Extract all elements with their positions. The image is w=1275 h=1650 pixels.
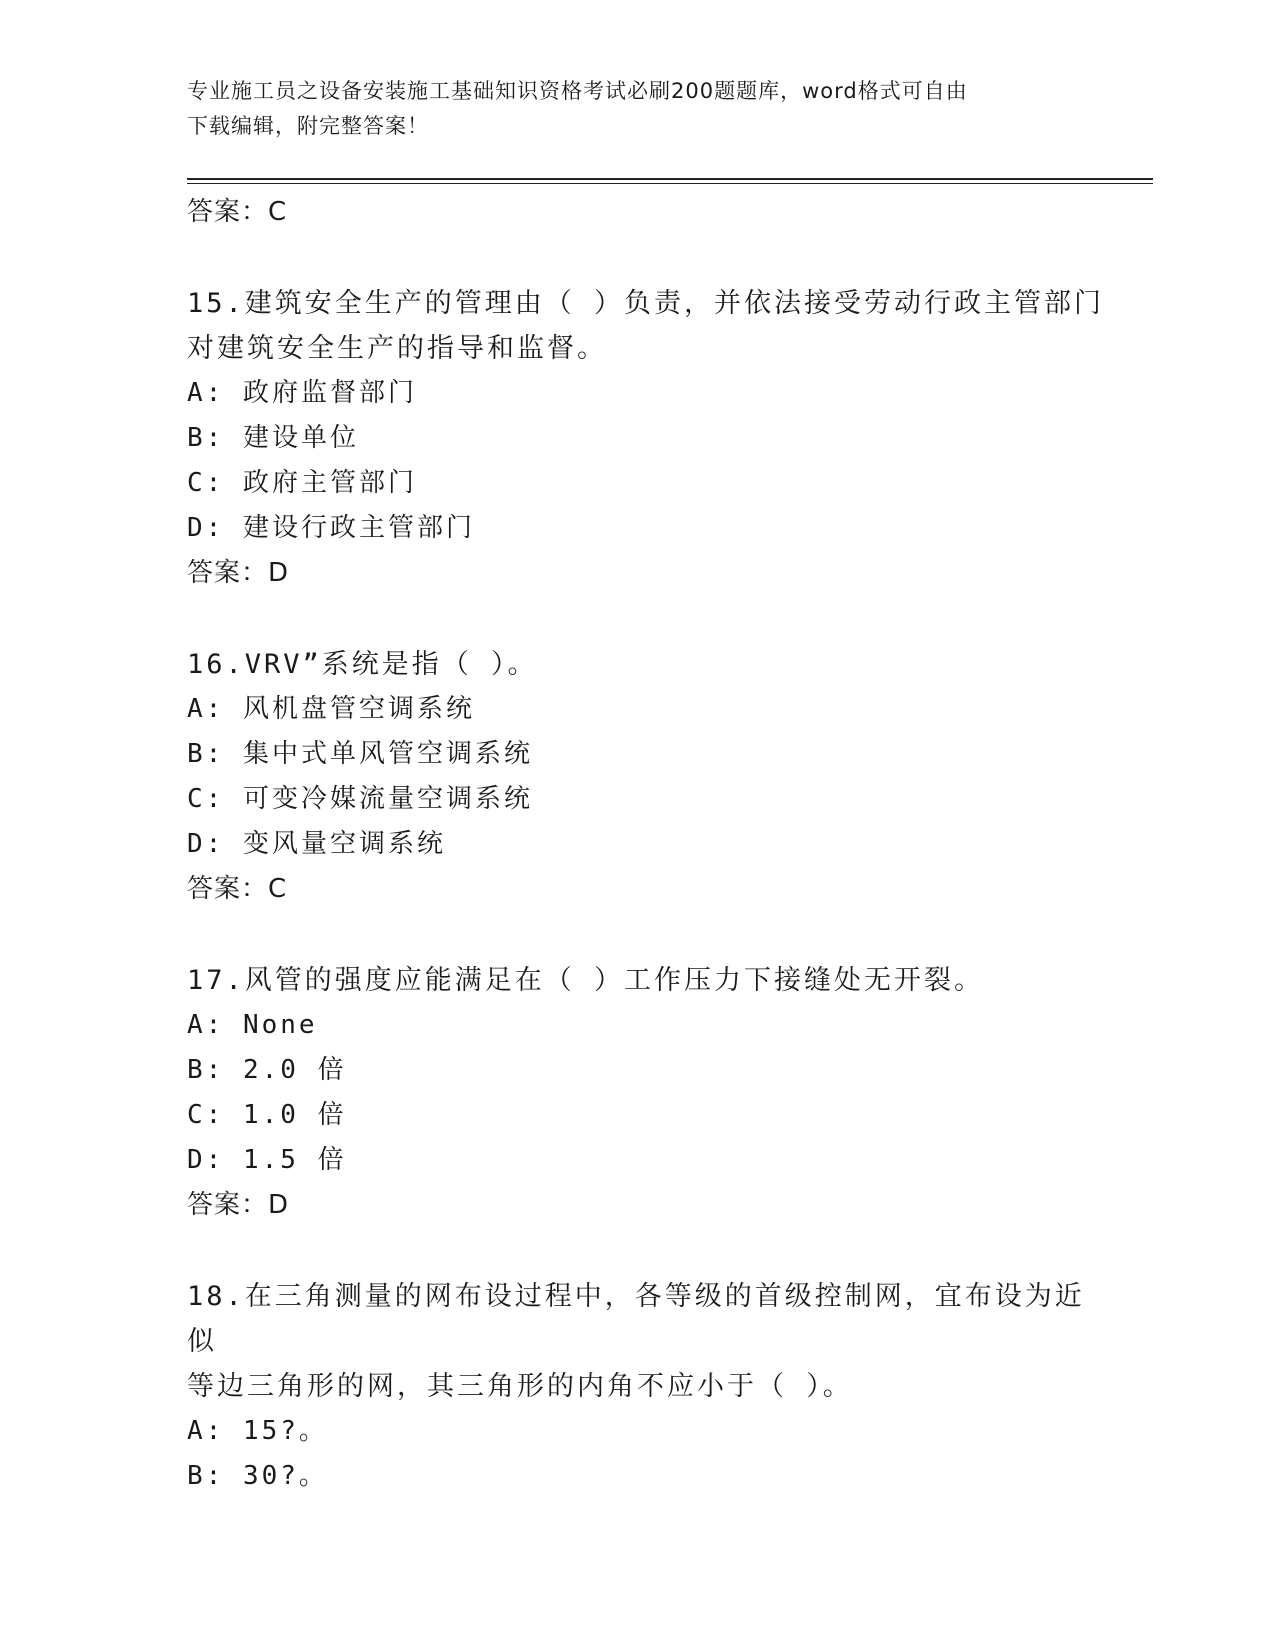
answer: 答案：D — [187, 1190, 290, 1220]
question-stem — [187, 642, 1107, 687]
option-a: A: None — [187, 1010, 318, 1040]
option-b: B: 2.0 倍 — [187, 1055, 347, 1085]
header-divider-thin — [187, 183, 1153, 184]
option-b: B: 集中式单风管空调系统 — [187, 739, 533, 769]
option-c: C: 1.0 倍 — [187, 1100, 347, 1130]
question-stem — [187, 1274, 1107, 1409]
header-line-2: 下载编辑，附完整答案！ — [187, 114, 429, 138]
question-16 — [187, 642, 1107, 912]
option-a: A: 政府监督部门 — [187, 378, 417, 408]
question-stem-line: 17.风管的强度应能满足在（ ）工作压力下接缝处无开裂。 — [187, 965, 985, 996]
question-stem-line: 15.建筑安全生产的管理由（ ）负责，并依法接受劳动行政主管部门 — [187, 288, 1105, 319]
option-d: D: 1.5 倍 — [187, 1145, 347, 1175]
question-17 — [187, 958, 1107, 1228]
option-a: A: 15?。 — [187, 1416, 328, 1446]
question-stem-line: 对建筑安全生产的指导和监督。 — [187, 333, 607, 364]
option-d: D: 变风量空调系统 — [187, 829, 446, 859]
previous-answer: 答案：C — [187, 197, 288, 227]
document-header — [187, 74, 1087, 144]
option-b: B: 30?。 — [187, 1461, 328, 1491]
answer: 答案：C — [187, 874, 288, 904]
question-stem — [187, 281, 1107, 371]
option-d: D: 建设行政主管部门 — [187, 513, 475, 543]
question-stem-line: 18.在三角测量的网布设过程中，各等级的首级控制网，宜布设为近似 — [187, 1281, 1085, 1357]
question-stem — [187, 958, 1107, 1003]
answer: 答案：D — [187, 558, 290, 588]
question-list — [187, 190, 1107, 1499]
question-18 — [187, 1274, 1107, 1499]
option-c: C: 政府主管部门 — [187, 468, 417, 498]
question-stem-line: 16.VRV”系统是指（ ）。 — [187, 649, 538, 680]
option-b: B: 建设单位 — [187, 423, 359, 453]
question-stem-line: 等边三角形的网，其三角形的内角不应小于（ ）。 — [187, 1371, 853, 1402]
option-a: A: 风机盘管空调系统 — [187, 694, 475, 724]
option-c: C: 可变冷媒流量空调系统 — [187, 784, 533, 814]
header-line-1: 专业施工员之设备安装施工基础知识资格考试必刷200题题库，word格式可自由 — [187, 79, 968, 103]
question-15 — [187, 281, 1107, 596]
header-divider-thick — [187, 178, 1153, 180]
